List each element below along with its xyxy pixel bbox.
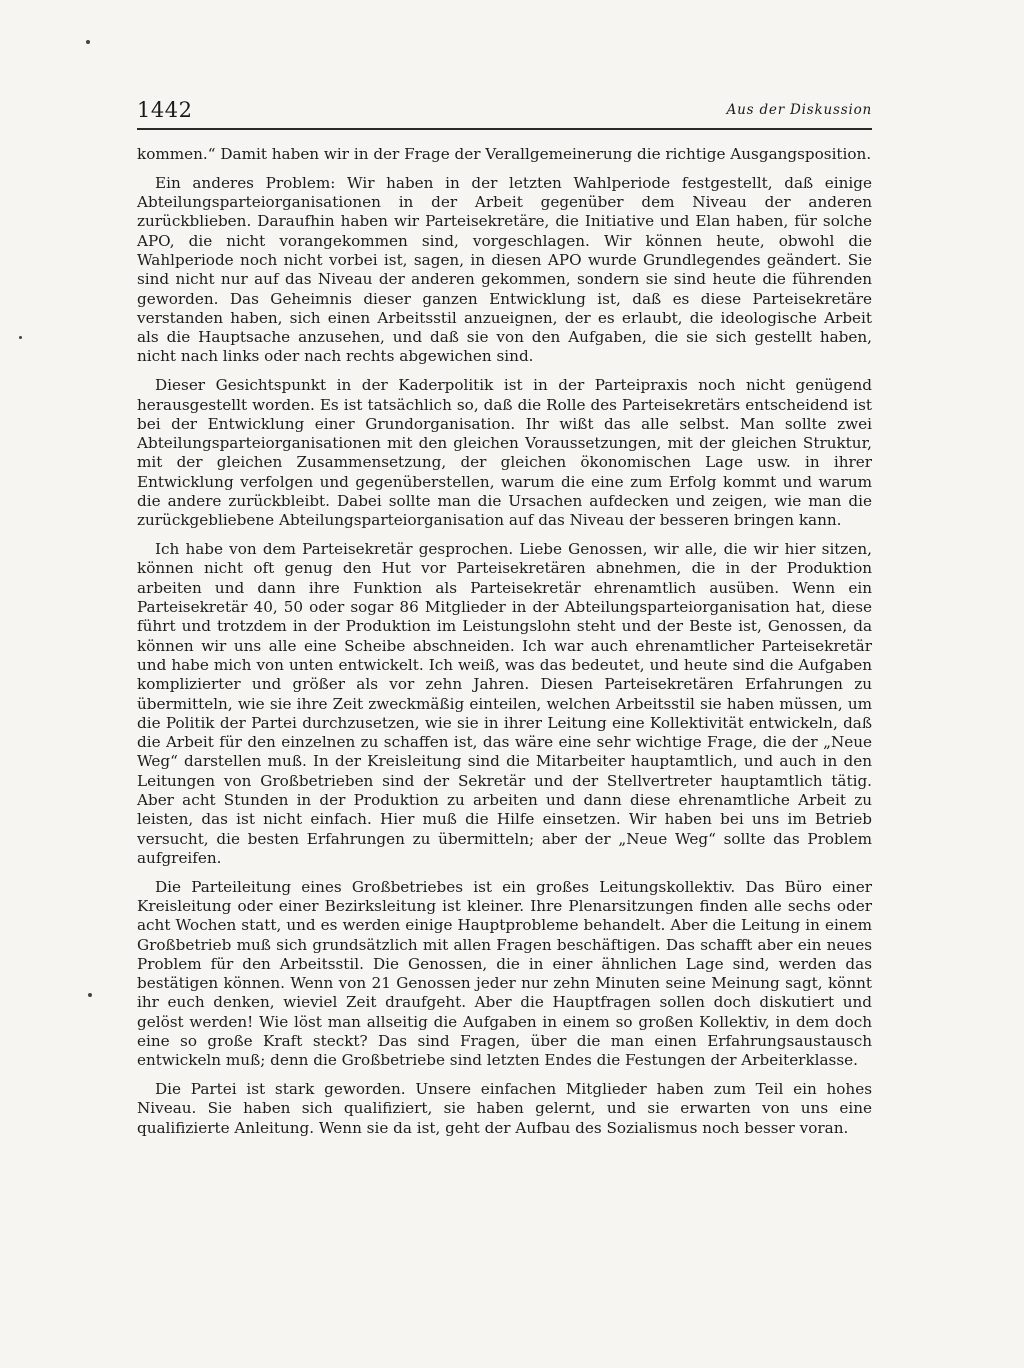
page-header bbox=[137, 96, 872, 130]
paragraph: Ich habe von dem Parteisekretär gesprochen. Liebe Genossen, wir alle, die wir hier sitzen, können nicht oft genug den Hut vor Parteisekretären abnehmen, die in der Produktion arbeiten und dann ihre Funktion als Parteisekretär ehrenamtlich ausüben. Wenn ein Parteisekretär 40, 50 oder sogar 86 Mitglieder in der Abteilungsparteiorganisation hat, diese führt und trotzdem in der Produktion im Leistungslohn steht und der Beste ist, Genossen, da können wir uns alle eine Scheibe abschneiden. Ich war auch ehrenamtlicher Parteisekretär und habe mich von unten entwickelt. Ich weiß, was das bedeutet, und heute sind die Aufgaben komplizierter und größer als vor zehn Jahren. Diesen Parteisekretären Erfahrungen zu übermitteln, wie sie ihre Zeit zweckmäßig einteilen, welchen Arbeitsstil sie haben müssen, um die Politik der Partei durchzusetzen, wie sie in ihrer Leitung eine Kollektivität entwickeln, daß die Arbeit für den einzelnen zu schaffen ist, das wäre eine sehr wichtige Frage, die der „Neue Weg“ darstellen muß. In der Kreisleitung sind die Mitarbeiter hauptamtlich, und auch in den Leitungen von Großbetrieben sind der Sekretär und der Stellvertreter hauptamtlich tätig. Aber acht Stunden in der Produktion zu arbeiten und dann diese ehrenamtliche Arbeit zu leisten, das ist nicht einfach. Hier muß die Hilfe einsetzen. Wir haben bei uns im Betrieb versucht, die besten Erfahrungen zu übermitteln; aber der „Neue Weg“ sollte das Problem aufgreifen. bbox=[137, 540, 872, 867]
body-text bbox=[137, 145, 872, 1148]
paragraph: Die Partei ist stark geworden. Unsere einfachen Mitglieder haben zum Teil ein hohes Niveau. Sie haben sich qualifiziert, sie haben gelernt, und sie erwarten von uns eine qualifizierte Anleitung. Wenn sie da ist, geht der Aufbau des Sozialismus noch besser voran. bbox=[137, 1080, 872, 1137]
page-number: 1442 bbox=[137, 98, 193, 122]
scan-speck bbox=[88, 993, 92, 997]
scan-speck bbox=[19, 336, 22, 339]
paragraph: Ein anderes Problem: Wir haben in der letzten Wahlperiode festgestellt, daß einige Abteilungsparteiorganisationen in der Arbeit gegenüber dem Niveau der anderen zurückblieben. Daraufhin haben wir Parteisekretäre, die Initiative und Elan haben, für solche APO, die nicht vorangekommen sind, vorgeschlagen. Wir können heute, obwohl die Wahlperiode noch nicht vorbei ist, sagen, in diesen APO wurde Grundlegendes geändert. Sie sind nicht nur auf das Niveau der anderen gekommen, sondern sie sind heute die führenden geworden. Das Geheimnis dieser ganzen Entwicklung ist, daß es diese Parteisekretäre verstanden haben, sich einen Arbeitsstil anzueignen, der es erlaubt, die ideologische Arbeit als die Hauptsache anzusehen, und daß sie von den Aufgaben, die sie sich gestellt haben, nicht nach links oder nach rechts abgewichen sind. bbox=[137, 173, 872, 366]
running-head: Aus der Diskussion bbox=[726, 102, 872, 118]
paragraph: Die Parteileitung eines Großbetriebes ist ein großes Leitungskollektiv. Das Büro einer Kreisleitung oder einer Bezirksleitung ist kleiner. Ihre Plenarsitzungen finden alle sechs oder acht Wochen statt, und es werden einige Hauptprobleme behandelt. Aber die Leitung in einem Großbetrieb muß sich grundsätzlich mit allen Fragen beschäftigen. Das schafft aber ein neues Problem für den Arbeitsstil. Die Genossen, die in einer ähnlichen Lage sind, werden das bestätigen können. Wenn von 21 Genossen jeder nur zehn Minuten seine Meinung sagt, könnt ihr euch denken, wieviel Zeit draufgeht. Aber die Hauptfragen sollen doch diskutiert und gelöst werden! Wie löst man allseitig die Aufgaben in einem so großen Kollektiv, in dem doch eine so große Kraft steckt? Das sind Fragen, über die man einen Erfahrungsaustausch entwickeln muß; denn die Großbetriebe sind letzten Endes die Festungen der Arbeiterklasse. bbox=[137, 877, 872, 1070]
paragraph: kommen.“ Damit haben wir in der Frage der Verallgemeinerung die richtige Ausgangsposition. bbox=[137, 145, 872, 163]
scan-speck bbox=[86, 40, 90, 44]
paragraph: Dieser Gesichtspunkt in der Kaderpolitik ist in der Parteipraxis noch nicht genügend herausgestellt worden. Es ist tatsächlich so, daß die Rolle des Parteisekretärs entscheidend ist bei der Entwicklung einer Grundorganisation. Ihr wißt das alle selbst. Man sollte zwei Abteilungsparteiorganisationen mit den gleichen Voraussetzungen, mit der gleichen Struktur, mit der gleichen Zusammensetzung, der gleichen ökonomischen Lage usw. in ihrer Entwicklung verfolgen und gegenüberstellen, warum die eine zum Erfolg kommt und warum die andere zurückbleibt. Dabei sollte man die Ursachen aufdecken und zeigen, wie man die zurückgebliebene Abteilungsparteiorganisation auf das Niveau der besseren bringen kann. bbox=[137, 376, 872, 530]
